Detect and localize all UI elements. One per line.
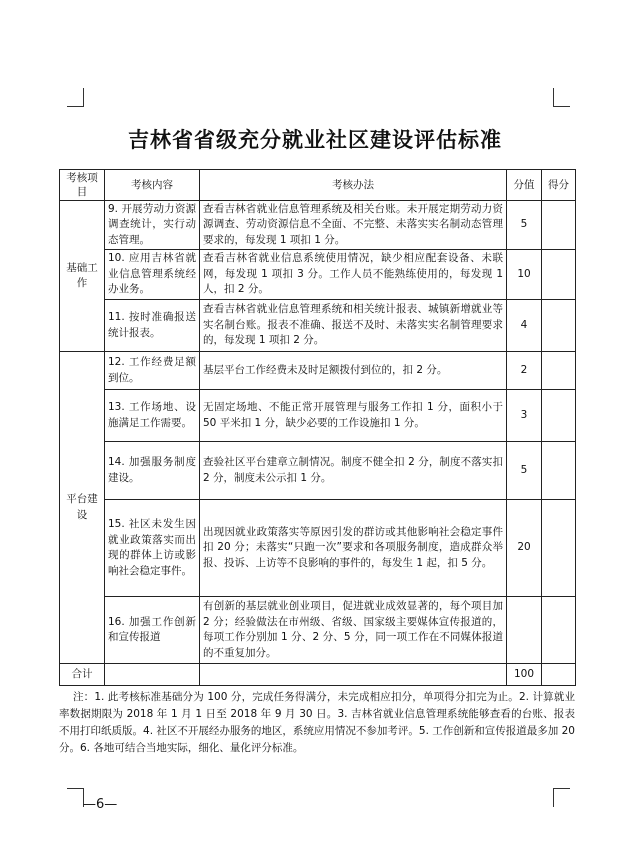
row-method: 查看吉林省就业信息管理系统及相关台账。未开展定期劳动力资源调查、劳动资源信息不全面、不完整、未落实实名制动态管理要求的，每发现 1 项扣 1 分。 — [200, 201, 507, 250]
table-row — [60, 442, 576, 500]
document-title: 吉林省省级充分就业社区建设评估标准 — [128, 128, 502, 152]
row-method: 有创新的基层就业创业项目，促进就业成效显著的，每个项目加 2 分；经验做法在市州级、省级、国家级主要媒体宣传报道的，每项工作分别加 1 分、2 分、5 分，同一项工作在不同媒体报道的不重复加分。 — [200, 597, 507, 664]
row-points: 4 — [507, 300, 542, 352]
row-method: 查看吉林省就业信息管理系统和相关统计报表、城镇新增就业等实名制台账。报表不准确、报送不及时、未落实实名制管理要求的，每发现 1 项扣 2 分。 — [200, 300, 507, 352]
row-content: 15. 社区未发生因就业政策落实而出现的群体上访或影响社会稳定事件。 — [105, 500, 200, 597]
row-points: 5 — [507, 201, 542, 250]
row-content: 11. 按时准确报送统计报表。 — [105, 300, 200, 352]
table-row — [60, 597, 576, 664]
table-row — [60, 300, 576, 352]
category-platform: 平台建设 — [60, 352, 105, 664]
table-row — [60, 500, 576, 597]
header-item: 考核项目 — [60, 170, 105, 201]
table-row — [60, 390, 576, 442]
page-number: —6— — [83, 797, 118, 812]
row-score-cell — [542, 300, 576, 352]
row-points: 10 — [507, 250, 542, 300]
header-method: 考核办法 — [200, 170, 507, 201]
total-label: 合计 — [60, 664, 105, 686]
row-content: 13. 工作场地、设施满足工作需要。 — [105, 390, 200, 442]
total-score-cell — [542, 664, 576, 686]
row-points: 3 — [507, 390, 542, 442]
crop-mark-top-right — [553, 88, 570, 107]
row-method: 无固定场地、不能正常开展管理与服务工作扣 1 分，面积小于 50 平米扣 1 分，缺少必要的工作设施扣 1 分。 — [200, 390, 507, 442]
row-content: 9. 开展劳动力资源调查统计，实行动态管理。 — [105, 201, 200, 250]
table-header-row — [60, 170, 576, 201]
row-score-cell — [542, 597, 576, 664]
row-method: 出现因就业政策落实等原因引发的群访或其他影响社会稳定事件扣 20 分；未落实“只跑一次”要求和各项服务制度，造成群众举报、投诉、上访等不良影响的事件的，每发生 1 起，扣 5 分。 — [200, 500, 507, 597]
row-points — [507, 597, 542, 664]
row-score-cell — [542, 390, 576, 442]
table-row — [60, 201, 576, 250]
header-score: 得分 — [542, 170, 576, 201]
total-blank-cell — [105, 664, 200, 686]
total-row — [60, 664, 576, 686]
crop-mark-bottom-left — [67, 788, 84, 807]
evaluation-table — [59, 169, 576, 686]
row-method: 查验社区平台建章立制情况。制度不健全扣 2 分，制度不落实扣 2 分，制度未公示扣 1 分。 — [200, 442, 507, 500]
row-score-cell — [542, 442, 576, 500]
category-basic-work: 基础工作 — [60, 201, 105, 352]
row-points: 5 — [507, 442, 542, 500]
row-score-cell — [542, 250, 576, 300]
row-score-cell — [542, 352, 576, 390]
row-content: 14. 加强服务制度建设。 — [105, 442, 200, 500]
crop-mark-top-left — [67, 88, 84, 107]
row-method: 查看吉林省就业信息系统使用情况，缺少相应配套设备、未联网，每发现 1 项扣 3 分。工作人员不能熟练使用的，每发现 1 人，扣 2 分。 — [200, 250, 507, 300]
crop-mark-bottom-right — [553, 788, 570, 807]
total-points: 100 — [507, 664, 542, 686]
row-method: 基层平台工作经费未及时足额拨付到位的，扣 2 分。 — [200, 352, 507, 390]
row-content: 16. 加强工作创新和宣传报道 — [105, 597, 200, 664]
row-points: 2 — [507, 352, 542, 390]
row-content: 12. 工作经费足额到位。 — [105, 352, 200, 390]
table-row — [60, 352, 576, 390]
header-points: 分值 — [507, 170, 542, 201]
table-row — [60, 250, 576, 300]
row-score-cell — [542, 500, 576, 597]
total-blank-cell — [200, 664, 507, 686]
row-score-cell — [542, 201, 576, 250]
table-note: 注：1. 此考核标准基础分为 100 分，完成任务得满分，未完成相应扣分，单项得分扣完为止。2. 计算就业率数据期限为 2018 年 1 月 1 日至 2018 年 9 月 30 日。3. 吉林省就业信息管理系统能够查看的台账、报表不用打印纸质版。4. 社区不开展经办服务的地区，系统应用情况不参加考评。5. 工作创新和宣传报道最多加 20 分。6. 各地可结合当地实际，细化、量化评分标准。 — [59, 691, 575, 754]
row-points: 20 — [507, 500, 542, 597]
row-content: 10. 应用吉林省就业信息管理系统经办业务。 — [105, 250, 200, 300]
header-content: 考核内容 — [105, 170, 200, 201]
